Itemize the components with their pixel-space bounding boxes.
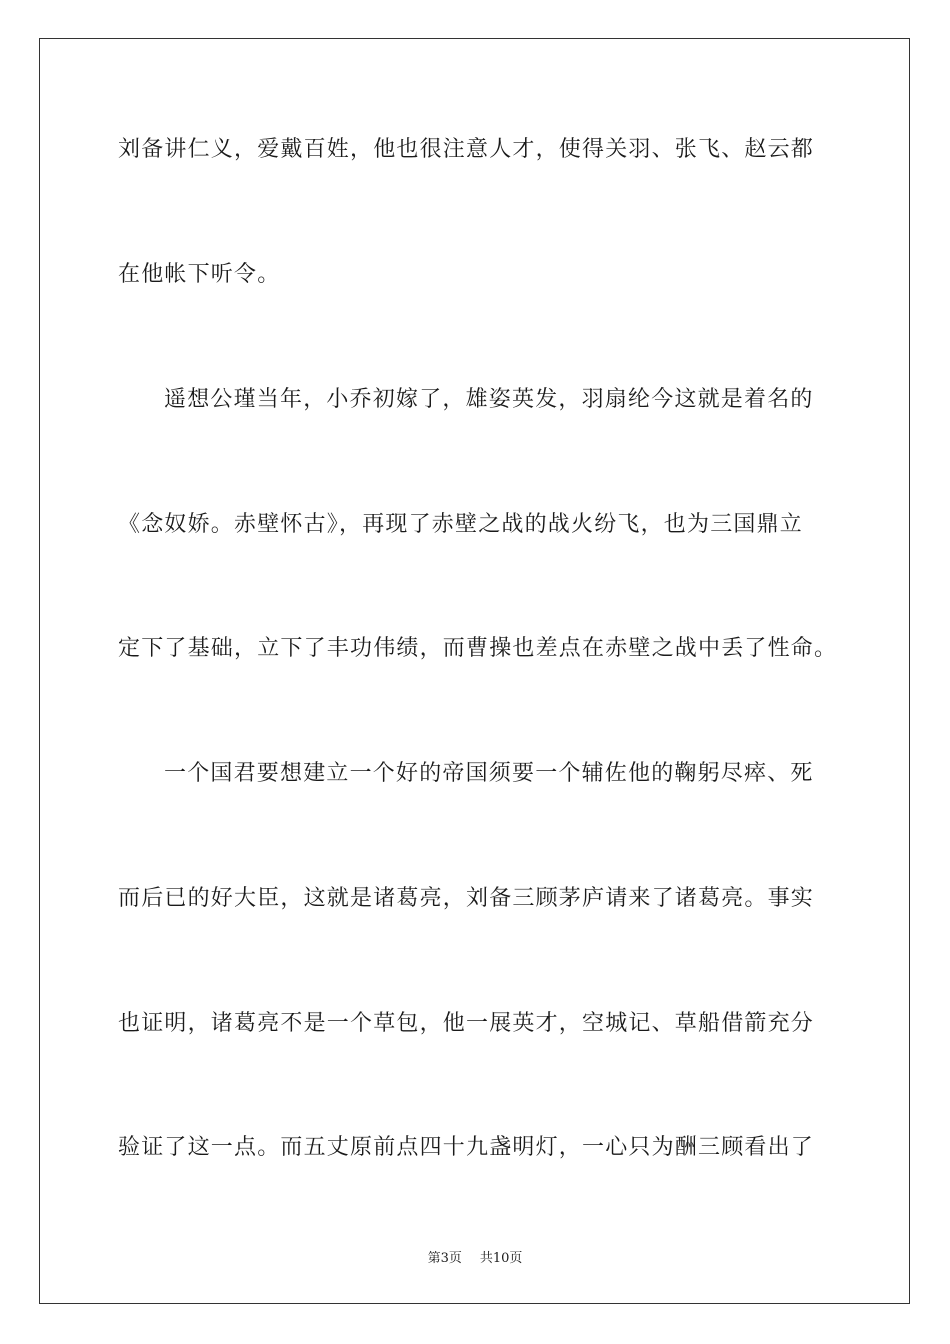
text-line-indented: 遥想公瑾当年，小乔初嫁了，雄姿英发，羽扇纶今这就是着名的 [164, 387, 814, 412]
text-line: 刘备讲仁义，爱戴百姓，他也很注意人才，使得关羽、张飞、赵云都 [118, 137, 815, 162]
text-line: 而后已的好大臣，这就是诸葛亮，刘备三顾茅庐请来了诸葛亮。事实 [118, 886, 815, 911]
text-line: 在他帐下听令。 [118, 262, 281, 287]
page-border [39, 38, 910, 1304]
page-footer [0, 1247, 950, 1266]
text-line: 也证明，诸葛亮不是一个草包，他一展英才，空城记、草船借箭充分 [118, 1011, 815, 1036]
text-line: 验证了这一点。而五丈原前点四十九盏明灯，一心只为酬三顾看出了 [118, 1135, 815, 1160]
page-number: 第3页 [427, 1251, 462, 1266]
text-line: 《念奴娇。赤壁怀古》，再现了赤壁之战的战火纷飞，也为三国鼎立 [118, 512, 804, 537]
text-line: 定下了基础，立下了丰功伟绩，而曹操也差点在赤壁之战中丢了性命。 [118, 636, 838, 661]
text-line-indented: 一个国君要想建立一个好的帝国须要一个辅佐他的鞠躬尽瘁、死 [164, 761, 814, 786]
page-total: 共10页 [479, 1251, 523, 1266]
